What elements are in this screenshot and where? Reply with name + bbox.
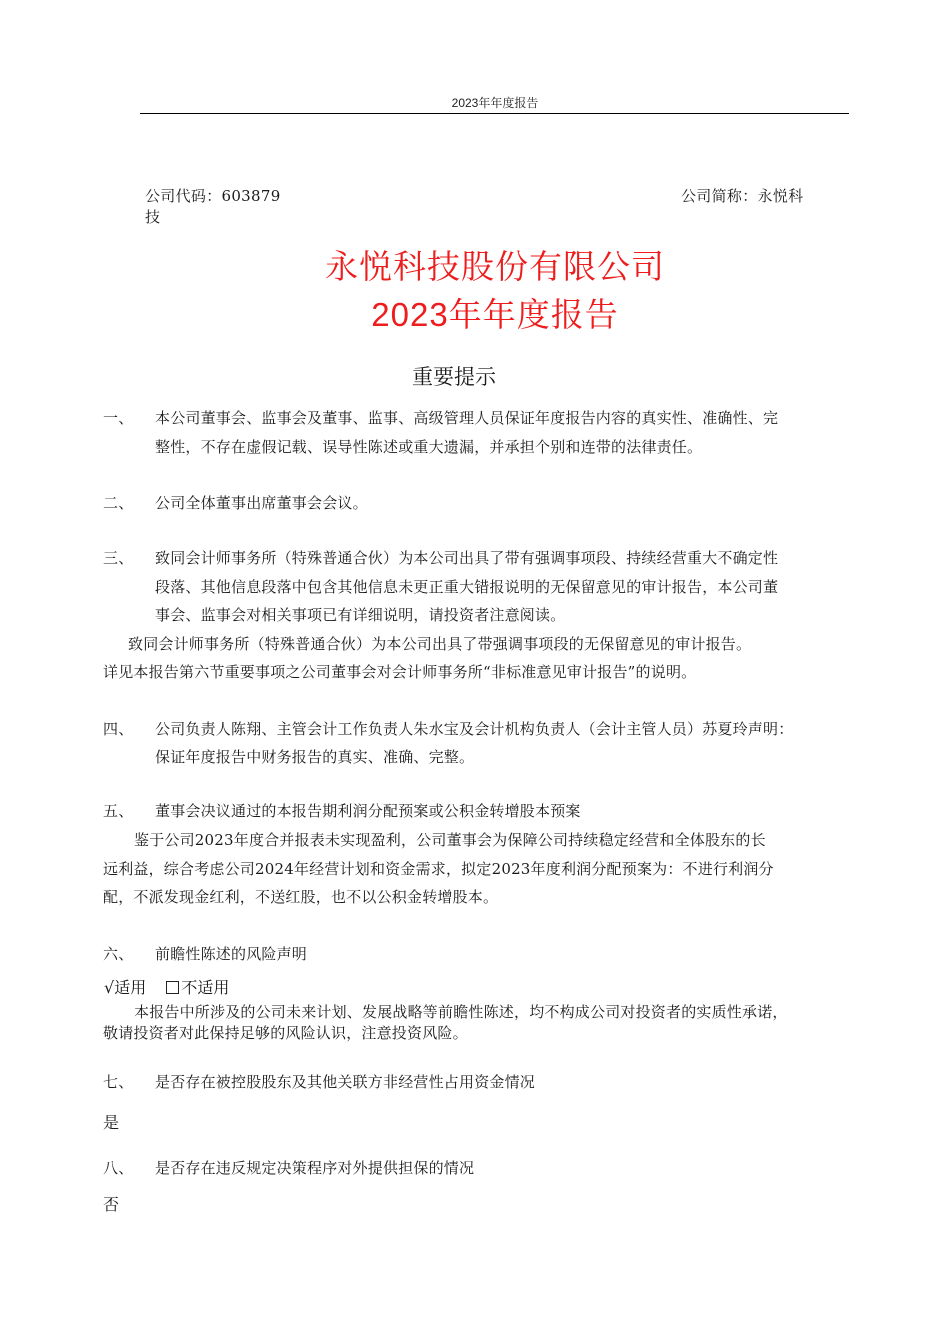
running-header: 2023年年度报告 <box>451 96 539 110</box>
company-name-title: 永悦科技股份有限公司 <box>325 248 665 285</box>
applicability-checkboxes <box>104 975 229 998</box>
item-7-heading: 是否存在被控股股东及其他关联方非经营性占用资金情况 <box>155 1073 536 1091</box>
company-short-name-wrap: 技 <box>145 208 161 226</box>
item-7-number: 七、 <box>103 1073 134 1091</box>
company-code: 公司代码：603879 <box>145 187 281 205</box>
item-1-line-1: 本公司董事会、监事会及董事、监事、高级管理人员保证年度报告内容的真实性、准确性、完 <box>155 409 779 427</box>
item-2-text: 公司全体董事出席董事会会议。 <box>155 494 368 512</box>
checkbox-empty-icon <box>166 981 179 994</box>
item-7-answer: 是 <box>103 1113 120 1132</box>
item-4-line-1: 公司负责人陈翔、主管会计工作负责人朱水宝及会计机构负责人（会计主管人员）苏夏玲声明： <box>155 720 794 738</box>
item-3-extra-line-1: 致同会计师事务所（特殊普通合伙）为本公司出具了带强调事项段的无保留意见的审计报告。 <box>128 635 752 653</box>
item-4-number: 四、 <box>103 720 134 738</box>
item-6-body-line-2: 敬请投资者对此保持足够的风险认识，注意投资风险。 <box>103 1024 468 1042</box>
item-3-line-2: 段落、其他信息段落中包含其他信息未更正重大错报说明的无保留意见的审计报告，本公司董 <box>155 578 779 596</box>
checkbox-applicable: √适用 <box>104 978 147 997</box>
item-5-heading: 董事会决议通过的本报告期利润分配预案或公积金转增股本预案 <box>155 802 581 820</box>
item-5-number: 五、 <box>103 802 134 820</box>
item-3-line-3: 事会、监事会对相关事项已有详细说明，请投资者注意阅读。 <box>155 606 566 624</box>
company-short-name: 公司简称：永悦科 <box>681 187 804 205</box>
item-8-number: 八、 <box>103 1159 134 1177</box>
item-6-number: 六、 <box>103 945 134 963</box>
item-5-body-line-3: 配，不派发现金红利，不送红股，也不以公积金转增股本。 <box>103 888 499 906</box>
item-1-line-2: 整性，不存在虚假记载、误导性陈述或重大遗漏，并承担个别和连带的法律责任。 <box>155 438 703 456</box>
header-rule <box>140 113 849 114</box>
item-3-line-1: 致同会计师事务所（特殊普通合伙）为本公司出具了带有强调事项段、持续经营重大不确定性 <box>155 549 779 567</box>
item-5-body-line-1: 鉴于公司2023年度合并报表未实现盈利，公司董事会为保障公司持续稳定经营和全体股东的长 <box>134 831 766 849</box>
item-3-number: 三、 <box>103 549 134 567</box>
item-3-extra-line-2: 详见本报告第六节重要事项之公司董事会对会计师事务所“非标准意见审计报告”的说明。 <box>103 663 697 681</box>
item-4-line-2: 保证年度报告中财务报告的真实、准确、完整。 <box>155 748 475 766</box>
section-title: 重要提示 <box>412 366 496 389</box>
item-6-heading: 前瞻性陈述的风险声明 <box>155 945 308 963</box>
item-2-number: 二、 <box>103 494 134 512</box>
item-5-body-line-2: 远利益，综合考虑公司2024年经营计划和资金需求，拟定2023年度利润分配预案为：不进行利润分 <box>103 860 774 878</box>
checkbox-not-applicable: 不适用 <box>181 978 230 997</box>
item-8-heading: 是否存在违反规定决策程序对外提供担保的情况 <box>155 1159 475 1177</box>
report-title: 2023年年度报告 <box>371 296 619 333</box>
item-6-body-line-1: 本报告中所涉及的公司未来计划、发展战略等前瞻性陈述，均不构成公司对投资者的实质性承诺， <box>134 1003 788 1021</box>
item-1-number: 一、 <box>103 409 134 427</box>
item-8-answer: 否 <box>103 1195 120 1214</box>
